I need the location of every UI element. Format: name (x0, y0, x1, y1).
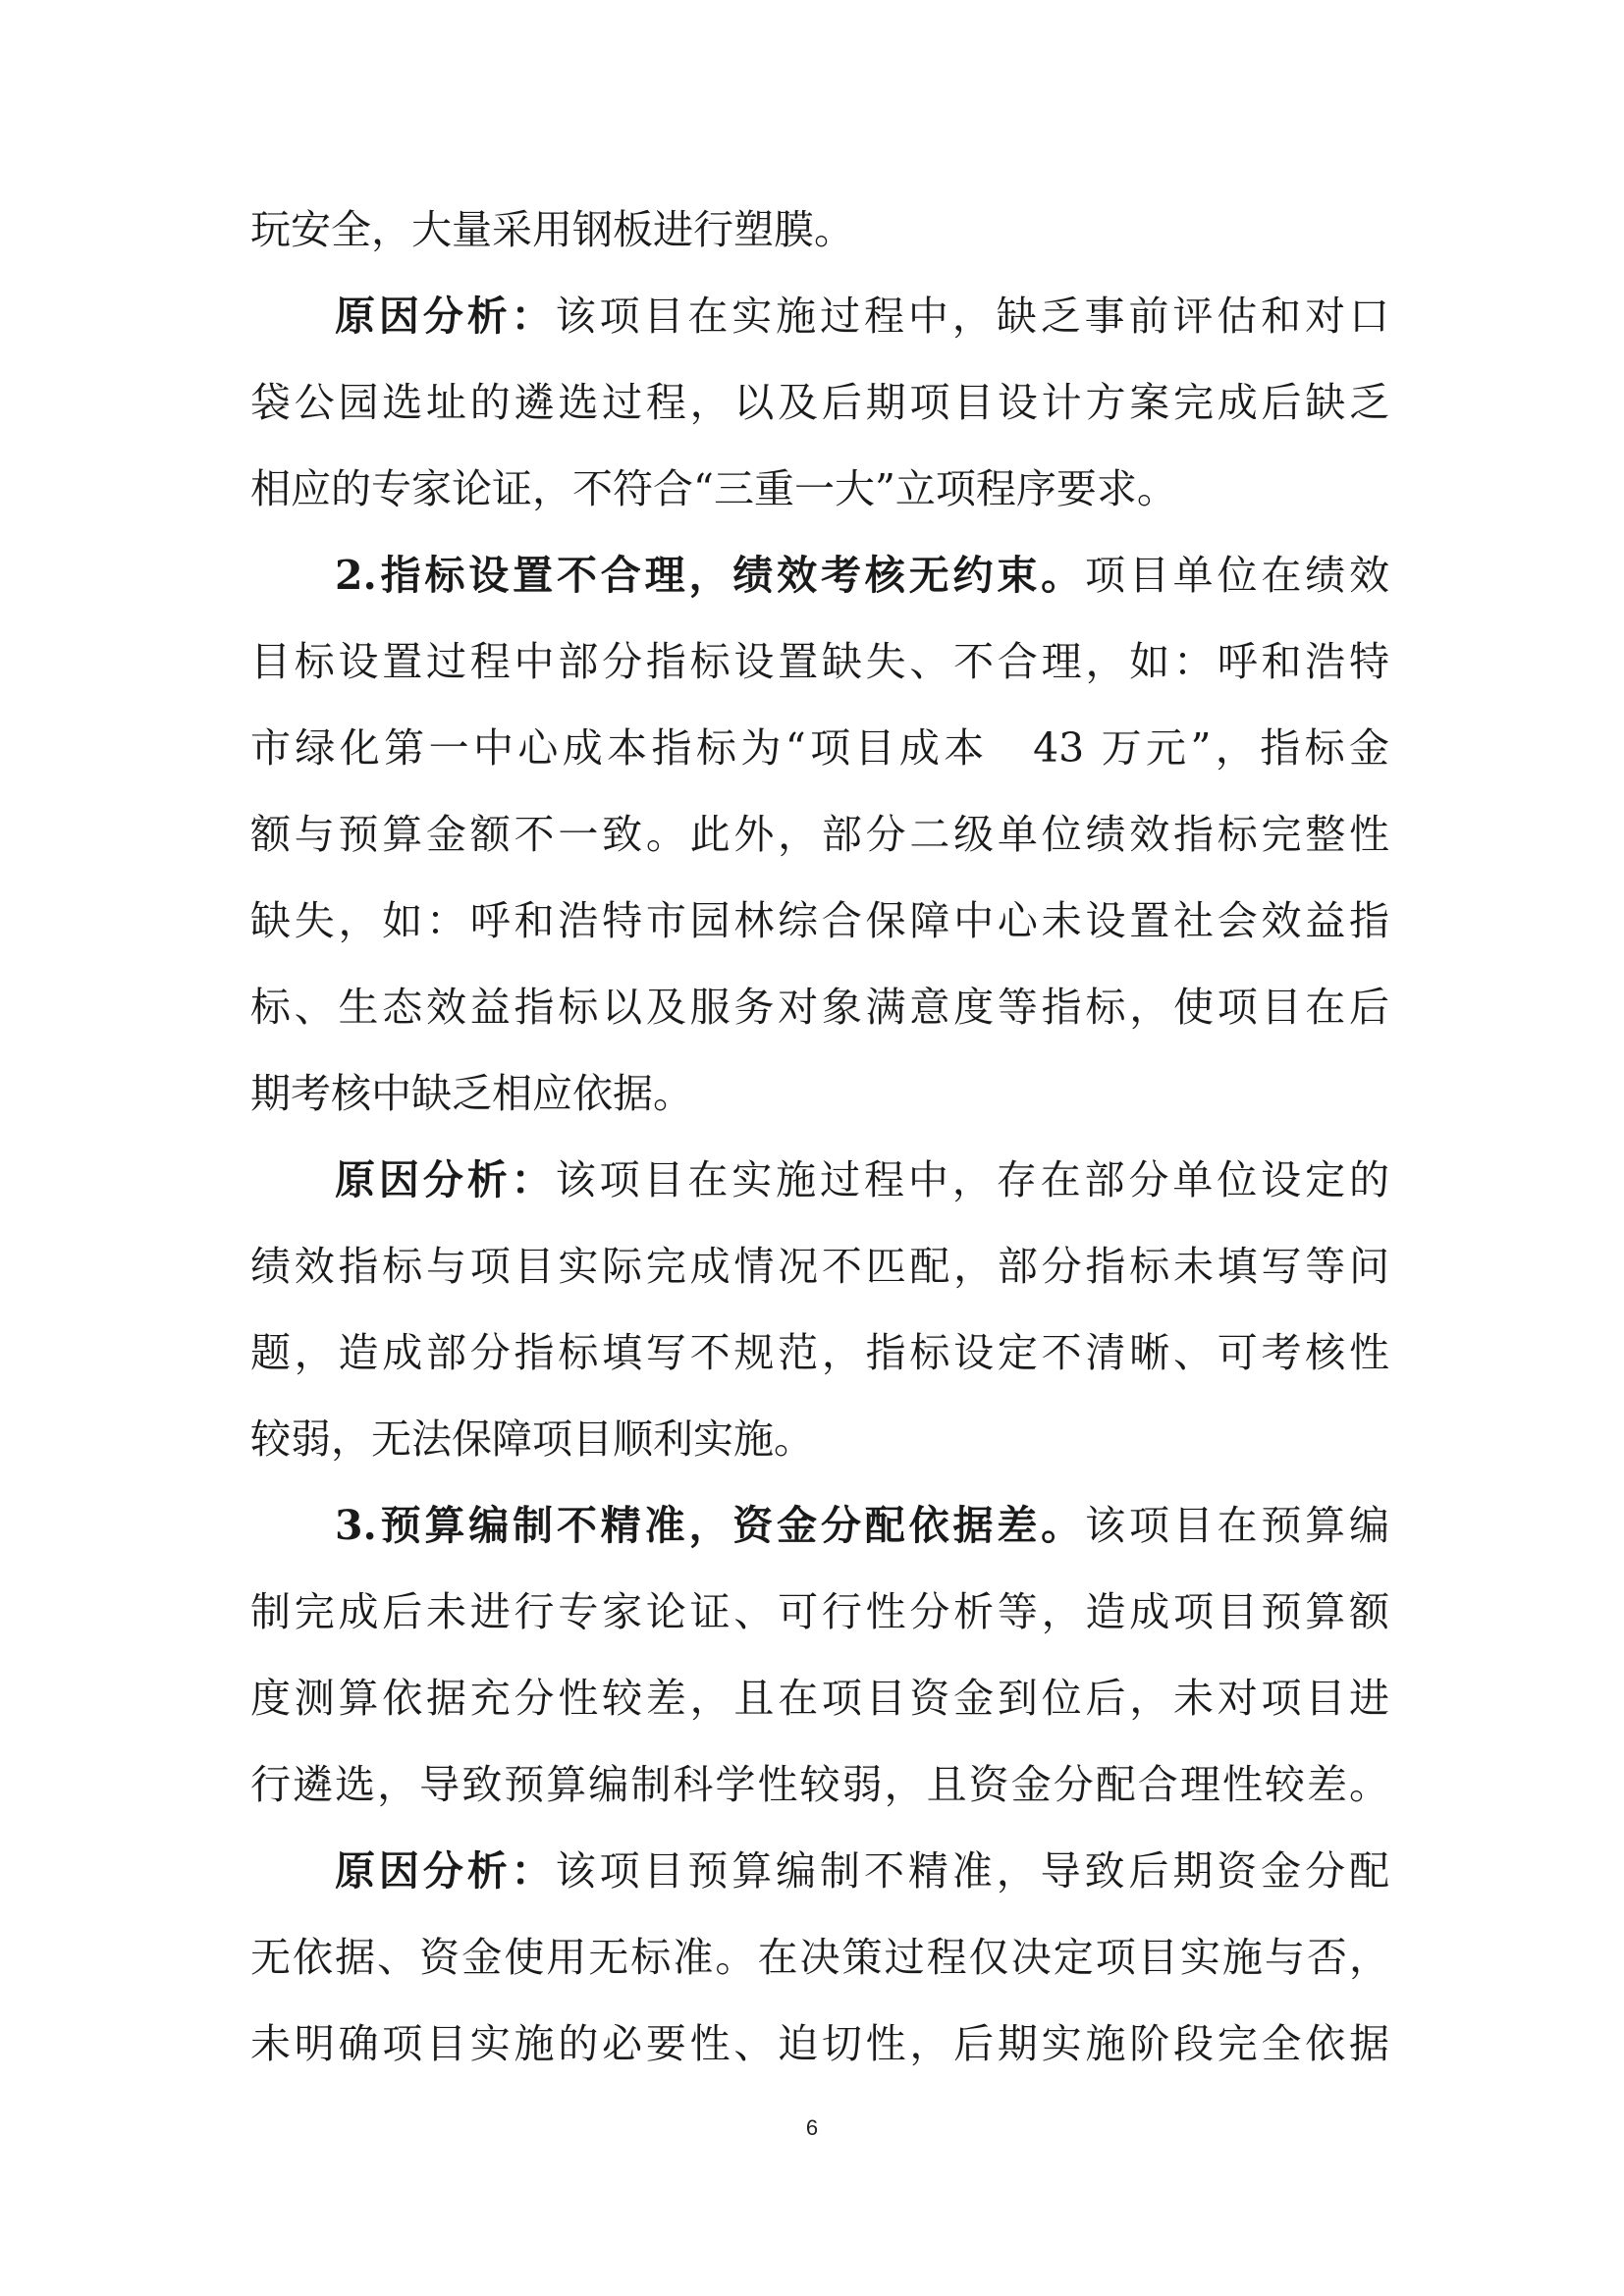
text-line (250, 1223, 1389, 1309)
body-text: 题，造成部分指标填写不规范，指标设定不清晰、可考核性 (250, 1329, 1389, 1376)
text-line (250, 1914, 1389, 2001)
body-text: 行遴选，导致预算编制科学性较弱，且资金分配合理性较差。 (250, 1761, 1389, 1808)
text-line (250, 1569, 1389, 1655)
body-text: 相应的专家论证，不符合“三重一大”立项程序要求。 (250, 465, 1177, 512)
page-number: 6 (805, 2115, 819, 2140)
body-text: 度测算依据充分性较差，且在项目资金到位后，未对项目进 (250, 1675, 1389, 1722)
body-text: 市绿化第一中心成本指标为“项目成本 43 万元”，指标金 (250, 724, 1389, 772)
text-line (250, 187, 1389, 273)
body-text: 标、生态效益指标以及服务对象满意度等指标，使项目在后 (250, 984, 1389, 1031)
text-line (250, 446, 1389, 532)
text-line (250, 1655, 1389, 1741)
body-text: 项目单位在绩效 (1084, 552, 1389, 599)
body-text: 该项目在实施过程中，缺乏事前评估和对口 (555, 293, 1390, 340)
document-body (250, 187, 1389, 2087)
body-text: 该项目预算编制不精准，导致后期资金分配 (555, 1847, 1390, 1895)
body-text: 制完成后未进行专家论证、可行性分析等，造成项目预算额 (250, 1588, 1389, 1635)
body-text: 未明确项目实施的必要性、迫切性，后期实施阶段完全依据 (250, 2020, 1389, 2067)
paragraph-first-line (250, 1137, 1389, 1223)
paragraph-first-line (250, 532, 1389, 618)
body-text: 无依据、资金使用无标准。在决策过程仅决定项目实施与否， (250, 1934, 1389, 1981)
text-line (250, 2001, 1389, 2087)
body-text: 该项目在实施过程中，存在部分单位设定的 (555, 1156, 1390, 1203)
text-line (250, 1396, 1389, 1482)
reason-analysis-heading: 原因分析： (335, 1847, 556, 1895)
text-line (250, 705, 1389, 791)
text-line (250, 1050, 1389, 1137)
section-heading-3: 3.预算编制不精准，资金分配依据差。 (335, 1502, 1085, 1549)
paragraph-first-line (250, 1828, 1389, 1914)
reason-analysis-heading: 原因分析： (335, 293, 556, 340)
section-heading-2: 2.指标设置不合理，绩效考核无约束。 (335, 552, 1085, 599)
body-text: 目标设置过程中部分指标设置缺失、不合理，如：呼和浩特 (250, 638, 1389, 685)
paragraph-first-line (250, 1482, 1389, 1569)
text-line (250, 359, 1389, 446)
body-text: 该项目在预算编 (1084, 1502, 1389, 1549)
paragraph-first-line (250, 273, 1389, 359)
reason-analysis-heading: 原因分析： (335, 1156, 556, 1203)
body-text: 缺失，如：呼和浩特市园林综合保障中心未设置社会效益指 (250, 897, 1389, 944)
text-line (250, 618, 1389, 705)
text-line (250, 1309, 1389, 1396)
body-text: 玩安全，大量采用钢板进行塑膜。 (250, 206, 854, 253)
body-text: 绩效指标与项目实际完成情况不匹配，部分指标未填写等问 (250, 1243, 1389, 1290)
body-text: 额与预算金额不一致。此外，部分二级单位绩效指标完整性 (250, 811, 1389, 858)
body-text: 袋公园选址的遴选过程，以及后期项目设计方案完成后缺乏 (250, 379, 1389, 426)
text-line (250, 1741, 1389, 1828)
text-line (250, 964, 1389, 1050)
body-text: 期考核中缺乏相应依据。 (250, 1070, 693, 1117)
body-text: 较弱，无法保障项目顺利实施。 (250, 1415, 814, 1463)
text-line (250, 791, 1389, 878)
text-line (250, 878, 1389, 964)
